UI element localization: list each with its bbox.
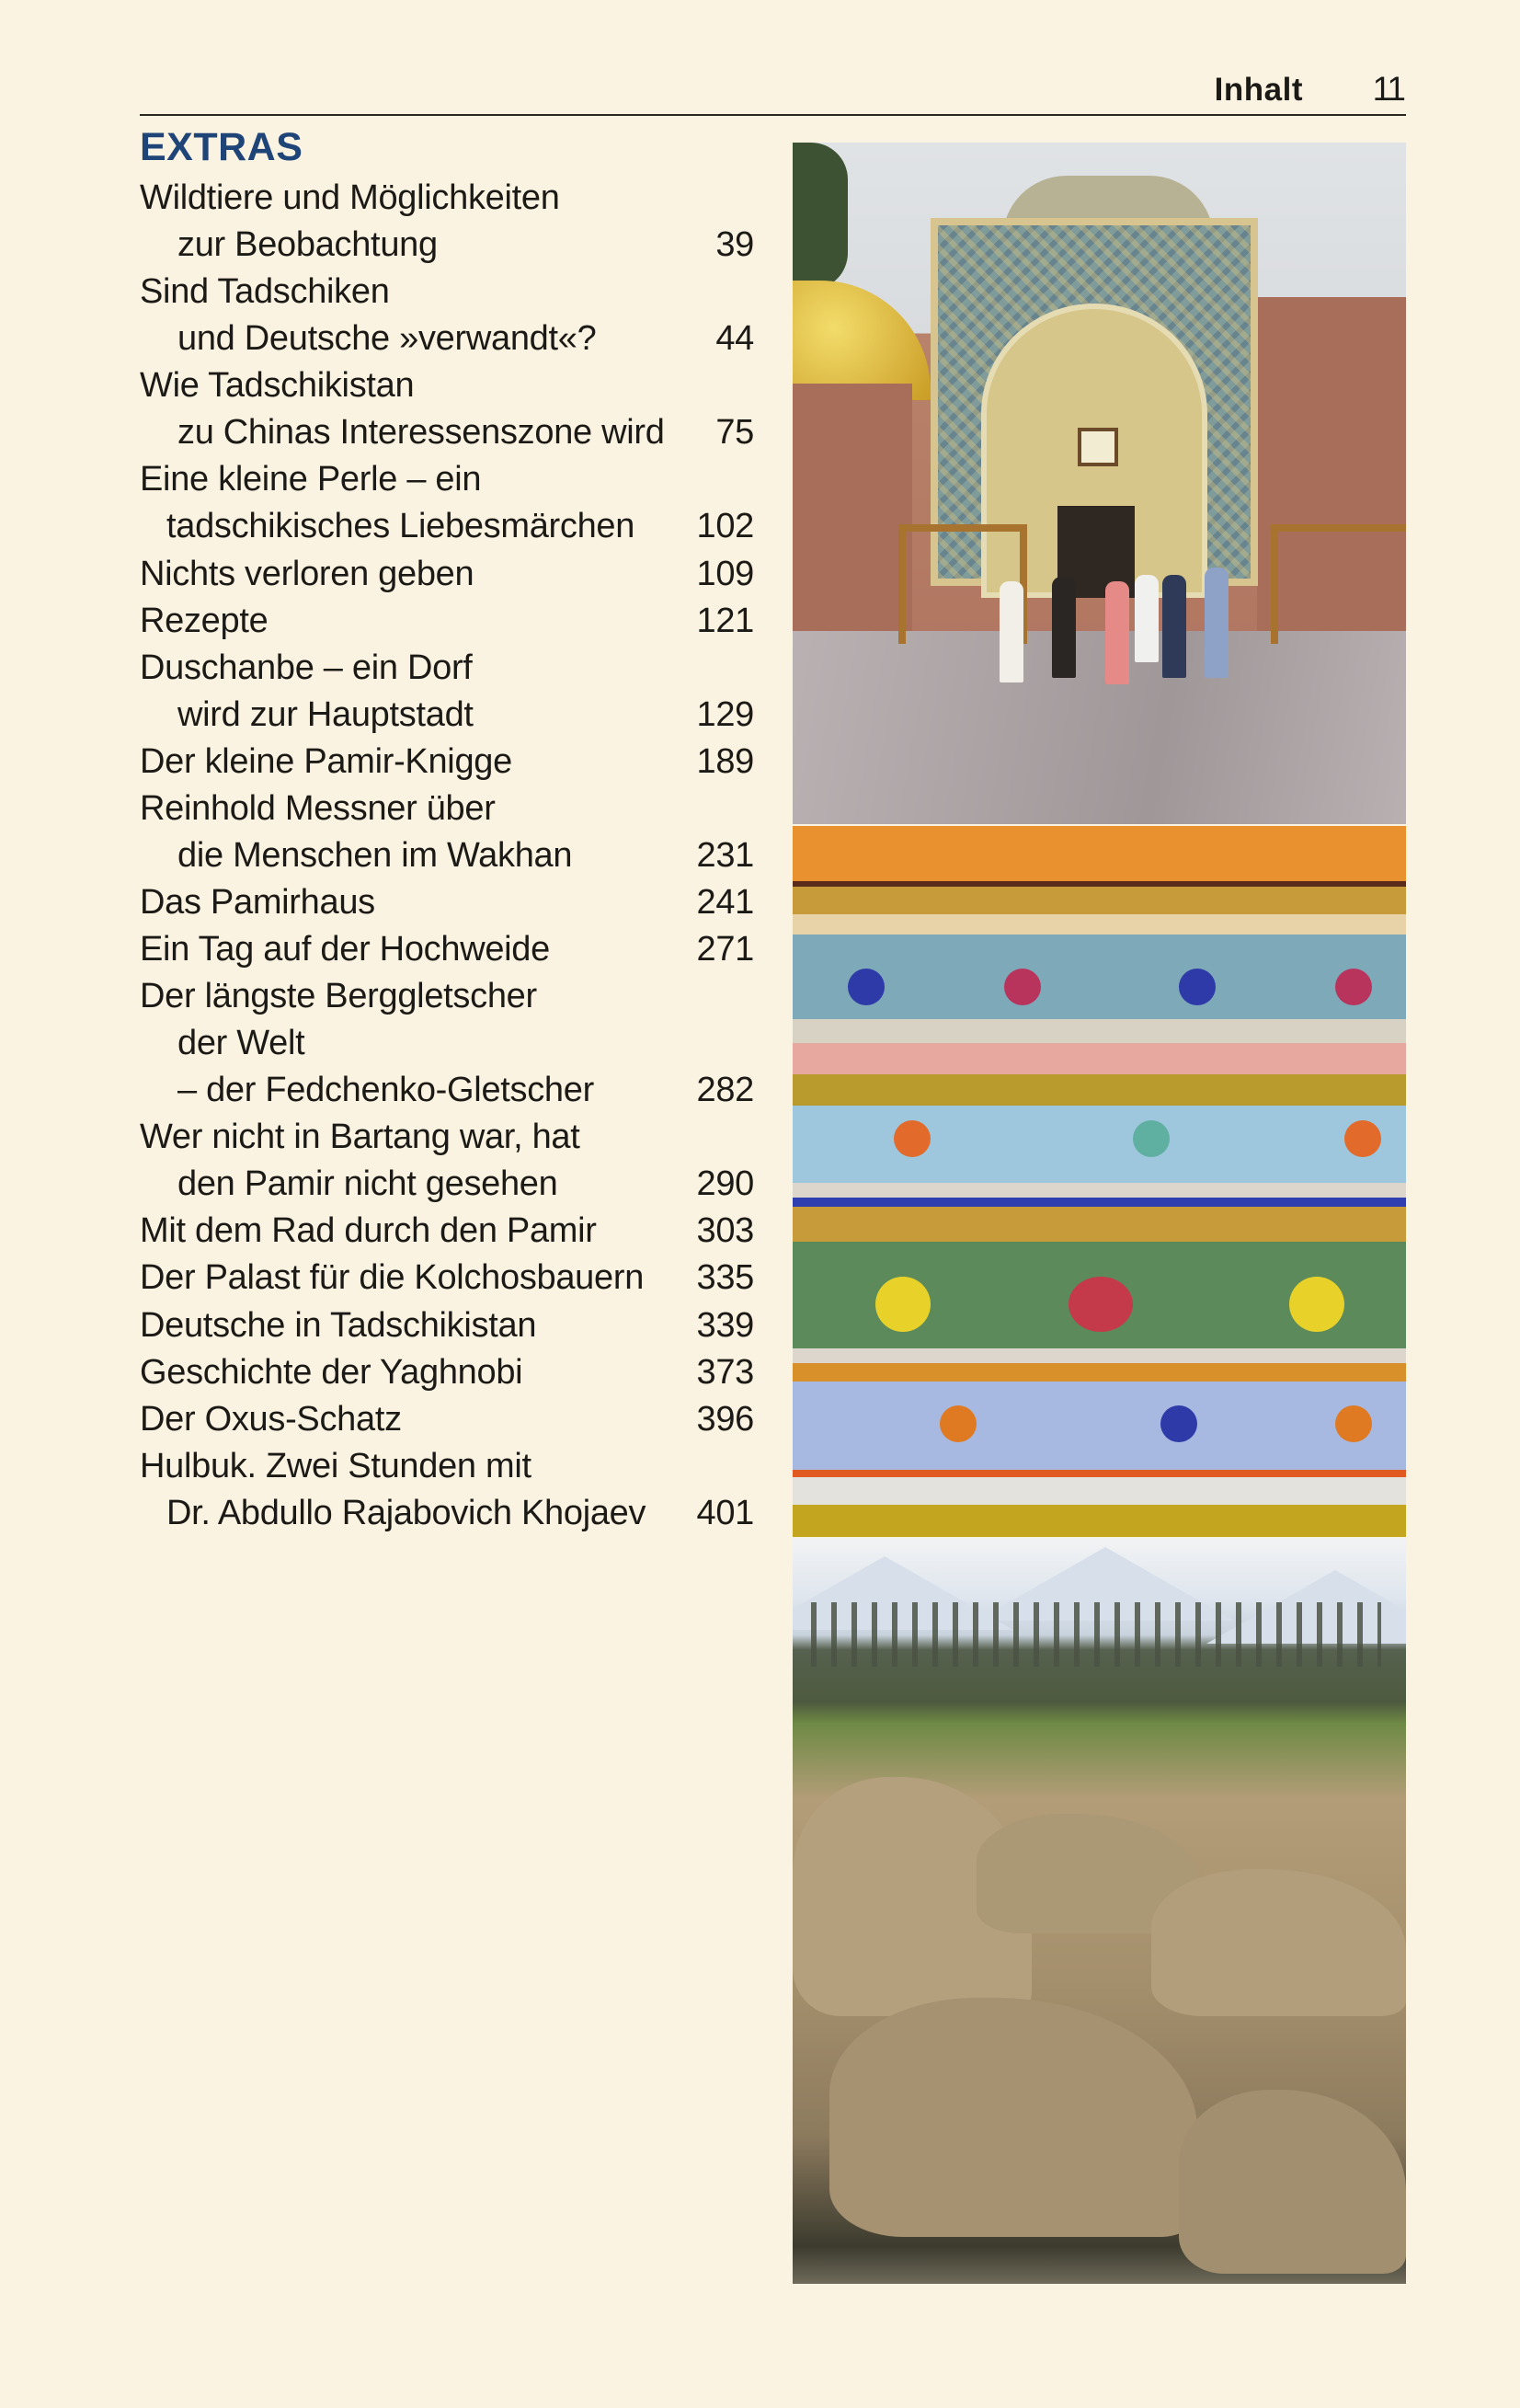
toc-entry-text: Wie Tadschikistan (140, 366, 415, 406)
visitor (1052, 577, 1076, 678)
golden-dome (793, 281, 931, 400)
photo-mausoleum (793, 143, 1406, 824)
running-head-title: Inhalt (1214, 72, 1303, 108)
toc-line[interactable] (140, 1302, 754, 1349)
clay-ruin (1179, 2090, 1406, 2274)
ornament-motif (1335, 1405, 1372, 1442)
toc-line[interactable] (140, 879, 754, 926)
ornament-motif (1160, 1405, 1197, 1442)
toc-line[interactable] (140, 1349, 754, 1396)
toc-page-number: 129 (696, 694, 754, 734)
toc-entry-text: – der Fedchenko-Gletscher (177, 1071, 594, 1110)
toc-line[interactable] (140, 1067, 754, 1114)
toc-page-number: 271 (696, 930, 754, 969)
ornament-motif (848, 969, 885, 1005)
toc-line[interactable] (140, 973, 754, 1020)
paved-plaza (793, 631, 1406, 824)
toc-line[interactable] (140, 362, 754, 409)
guard (1205, 568, 1229, 678)
toc-line[interactable] (140, 645, 754, 692)
toc-entry-text: Geschichte der Yaghnobi (140, 1352, 523, 1392)
tree (793, 143, 848, 290)
toc-line[interactable] (140, 926, 754, 973)
toc-page-number: 241 (696, 882, 754, 922)
toc-list (140, 175, 754, 1537)
toc-line[interactable] (140, 692, 754, 739)
visitor (1105, 581, 1129, 684)
toc-line[interactable] (140, 1443, 754, 1490)
toc-entry-text: wird zur Hauptstadt (177, 694, 474, 734)
visitor (1135, 575, 1159, 662)
ornament-motif (940, 1405, 977, 1442)
toc-line[interactable] (140, 456, 754, 503)
toc-page-number: 401 (696, 1493, 754, 1532)
toc-entry-text: Eine kleine Perle – ein (140, 460, 482, 499)
ornament-motif (1133, 1120, 1170, 1157)
ornament-motif (875, 1277, 931, 1332)
brick-wall-left (793, 384, 912, 641)
toc-entry-text: Ein Tag auf der Hochweide (140, 930, 550, 969)
toc-line[interactable] (140, 551, 754, 598)
ornament-motif (1004, 969, 1041, 1005)
toc-page-number: 373 (696, 1352, 754, 1392)
toc-page-number: 231 (696, 835, 754, 875)
toc-entry-text: zur Beobachtung (177, 225, 438, 265)
page-number: 11 (1372, 70, 1404, 108)
ornament-motif (1335, 969, 1372, 1005)
toc-entry-text: Mit dem Rad durch den Pamir (140, 1211, 597, 1251)
toc-entry-text: Sind Tadschiken (140, 272, 390, 312)
toc-page-number: 109 (696, 554, 754, 593)
toc-entry-text: Duschanbe – ein Dorf (140, 648, 473, 687)
ornament-motif (894, 1120, 931, 1157)
toc-line[interactable] (140, 1255, 754, 1301)
toc-page-number: 396 (696, 1399, 754, 1439)
clay-ruin (829, 1998, 1197, 2237)
toc-line[interactable] (140, 598, 754, 645)
toc-line[interactable] (140, 269, 754, 315)
ornament-motif (1344, 1120, 1381, 1157)
toc-page-number: 282 (696, 1071, 754, 1110)
toc-page-number: 303 (696, 1211, 754, 1251)
toc-entry-text: die Menschen im Wakhan (177, 835, 573, 875)
toc-page-number: 44 (715, 319, 754, 359)
toc-page-number: 335 (696, 1258, 754, 1298)
ornament-motif (1069, 1277, 1133, 1332)
toc-line[interactable] (140, 1020, 754, 1067)
toc-line[interactable] (140, 1208, 754, 1255)
toc-line[interactable] (140, 175, 754, 222)
toc-entry-text: Nichts verloren geben (140, 554, 474, 593)
visitor (1162, 575, 1186, 678)
toc-entry-text: Rezepte (140, 601, 269, 640)
toc-line[interactable] (140, 739, 754, 785)
ornament-motif (1289, 1277, 1344, 1332)
toc-entry-text: Der längste Berggletscher (140, 977, 537, 1016)
lit-window (1078, 428, 1118, 466)
photo-ornamental-bands (793, 826, 1406, 1537)
visitor (1000, 581, 1023, 682)
toc-entry-text: Wer nicht in Bartang war, hat (140, 1118, 580, 1157)
toc-entry-text: Wildtiere und Möglichkeiten (140, 178, 560, 217)
toc-entry-text: Dr. Abdullo Rajabovich Khojaev (166, 1493, 646, 1532)
toc-entry-text: Hulbuk. Zwei Stunden mit (140, 1446, 531, 1485)
clay-ruin (1151, 1869, 1406, 2016)
toc-page-number: 121 (696, 601, 754, 640)
toc-page-number: 102 (696, 507, 754, 546)
toc-page-number: 39 (715, 225, 754, 265)
toc-page-number: 290 (696, 1164, 754, 1204)
toc-line[interactable] (140, 503, 754, 550)
poplar-trees (811, 1602, 1381, 1667)
toc-line[interactable] (140, 1161, 754, 1208)
toc-page-number: 339 (696, 1305, 754, 1345)
toc-page-number: 189 (696, 741, 754, 781)
toc-extras (140, 120, 754, 1537)
toc-entry-text: tadschikisches Liebesmärchen (166, 507, 635, 546)
toc-entry-text: und Deutsche »verwandt«? (177, 319, 597, 359)
toc-entry-text: Deutsche in Tadschikistan (140, 1305, 537, 1345)
toc-heading: EXTRAS (140, 125, 303, 169)
toc-line[interactable] (140, 1396, 754, 1443)
toc-entry-text: der Welt (177, 1024, 305, 1063)
toc-entry-text: Der kleine Pamir-Knigge (140, 741, 512, 781)
toc-entry-text: Der Palast für die Kolchosbauern (140, 1258, 645, 1298)
toc-entry-text: zu Chinas Interessenszone wird (177, 413, 665, 453)
toc-line[interactable] (140, 785, 754, 832)
toc-entry-text: Das Pamirhaus (140, 882, 375, 922)
running-head (140, 66, 1406, 116)
toc-line[interactable] (140, 832, 754, 879)
toc-entry-text: Reinhold Messner über (140, 788, 496, 828)
toc-line[interactable] (140, 315, 754, 362)
ornament-motif (1179, 969, 1216, 1005)
toc-line[interactable] (140, 222, 754, 269)
toc-entry-text: den Pamir nicht gesehen (177, 1164, 558, 1204)
wooden-canopy-right (1271, 524, 1406, 644)
toc-page-number: 75 (715, 413, 754, 453)
toc-entry-text: Der Oxus-Schatz (140, 1399, 402, 1439)
photo-ruins-landscape (793, 1538, 1406, 2284)
toc-line[interactable] (140, 409, 754, 456)
toc-line[interactable] (140, 1114, 754, 1161)
toc-line[interactable] (140, 1490, 754, 1537)
